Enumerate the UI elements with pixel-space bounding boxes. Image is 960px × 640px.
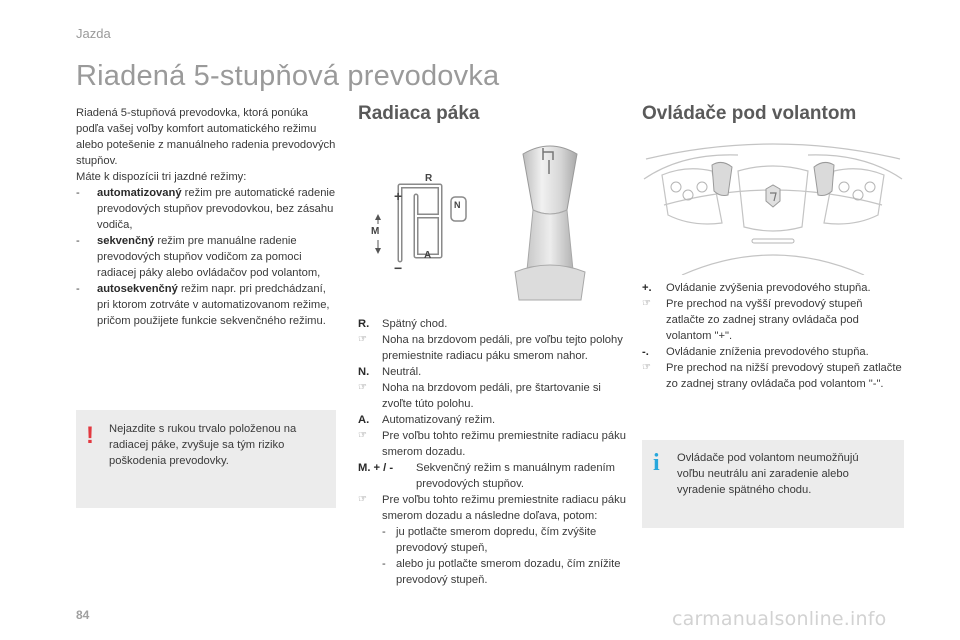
sub-item bbox=[358, 524, 630, 556]
definition-row bbox=[358, 428, 630, 460]
hand-pointer-icon: ☞ bbox=[358, 334, 367, 345]
info-text: Ovládače pod volantom neumožňujú voľbu neutrálu ani zaradenie alebo vyradenie spätného chodu. bbox=[677, 452, 859, 496]
arrow-down-icon bbox=[375, 248, 381, 254]
mode-item bbox=[76, 233, 338, 281]
warning-text: Nejazdite s rukou trvalo položenou na radiacej páke, zvyšuje sa tým riziko poškodenia prevodovky. bbox=[109, 423, 297, 467]
gate-label-a: A bbox=[424, 250, 432, 261]
gate-label-m: M bbox=[371, 226, 380, 237]
definition-row bbox=[642, 360, 904, 392]
definition-text: Automatizovaný režim. bbox=[382, 414, 496, 426]
mode-term: automatizovaný bbox=[97, 187, 182, 199]
left-column bbox=[76, 105, 338, 329]
definition-key: N. bbox=[358, 366, 370, 378]
definition-text: Sekvenčný režim s manuálnym radením prevodových stupňov. bbox=[416, 462, 615, 490]
definition-text: Ovládanie zvýšenia prevodového stupňa. bbox=[666, 282, 871, 294]
steering-controls-heading: Ovládače pod volantom bbox=[642, 103, 857, 124]
gear-gate-diagram bbox=[358, 168, 488, 278]
definition-text: Pre prechod na vyšší prevodový stupeň zatlačte zo zadnej strany ovládača pod volantom "+". bbox=[666, 298, 863, 342]
page-number: 84 bbox=[76, 608, 90, 622]
brand-logo-icon bbox=[766, 185, 780, 207]
definition-row bbox=[642, 296, 904, 344]
mode-item bbox=[76, 185, 338, 233]
sub-item bbox=[358, 556, 630, 588]
definition-key: R. bbox=[358, 318, 370, 330]
mode-term: autosekvenčný bbox=[97, 283, 178, 295]
bullet: - bbox=[76, 187, 80, 199]
mode-term: sekvenčný bbox=[97, 235, 155, 247]
gate-label-r: R bbox=[425, 173, 433, 184]
definition-row bbox=[358, 332, 630, 364]
definition-row bbox=[358, 364, 630, 380]
definition-row bbox=[358, 380, 630, 412]
paddle-definitions bbox=[642, 280, 904, 392]
definition-row bbox=[358, 460, 630, 492]
gate-label-plus: + bbox=[394, 188, 403, 204]
definition-row bbox=[358, 492, 630, 524]
hand-pointer-icon: ☞ bbox=[358, 494, 367, 505]
definition-text: Pre voľbu tohto režimu premiestnite radiacu páku smerom dozadu a následne doľava, potom: bbox=[382, 494, 626, 522]
lever-definitions bbox=[358, 316, 630, 588]
warning-box bbox=[76, 410, 336, 508]
bullet: - bbox=[76, 235, 80, 247]
hand-pointer-icon: ☞ bbox=[358, 382, 367, 393]
definition-text: Pre voľbu tohto režimu premiestnite radiacu páku smerom dozadu. bbox=[382, 430, 626, 458]
paddle-shift-right-icon bbox=[814, 162, 834, 195]
arrow-up-icon bbox=[375, 214, 381, 220]
section-header: Jazda bbox=[76, 26, 111, 41]
sub-item-text: alebo ju potlačte smerom dozadu, čím znížite prevodový stupeň. bbox=[396, 558, 621, 586]
definition-text: Pre prechod na nižší prevodový stupeň zatlačte zo zadnej strany ovládača pod volantom "-". bbox=[666, 362, 902, 390]
definition-text: Neutrál. bbox=[382, 366, 422, 378]
hand-pointer-icon: ☞ bbox=[642, 362, 651, 373]
hand-pointer-icon: ☞ bbox=[642, 298, 651, 309]
definition-row bbox=[358, 316, 630, 332]
definition-key: A. bbox=[358, 414, 370, 426]
sub-item-text: ju potlačte smerom dopredu, čím zvýšite prevodový stupeň, bbox=[396, 526, 597, 554]
bullet: - bbox=[76, 283, 80, 295]
definition-text: Spätný chod. bbox=[382, 318, 448, 330]
definition-row bbox=[358, 412, 630, 428]
mode-item bbox=[76, 281, 338, 329]
definition-key: +. bbox=[642, 282, 652, 294]
definition-text: Ovládanie zníženia prevodového stupňa. bbox=[666, 346, 869, 358]
watermark: carmanualsonline.info bbox=[672, 608, 887, 630]
page-title: Riadená 5-stupňová prevodovka bbox=[76, 60, 500, 92]
definition-row bbox=[642, 344, 904, 360]
gate-label-minus: − bbox=[394, 260, 403, 276]
gate-label-n: N bbox=[454, 200, 461, 210]
mode-text: režim pre automatické radenie prevodových stupňov prevodovkou, bez zásahu vodiča, bbox=[97, 187, 336, 231]
hand-pointer-icon: ☞ bbox=[358, 430, 367, 441]
gear-lever-image bbox=[505, 140, 595, 305]
bullet: - bbox=[382, 526, 386, 538]
info-box bbox=[642, 440, 904, 528]
mode-text: režim pre manuálne radenie prevodových stupňov vodičom za pomoci radiacej páky alebo ovládačov pod volantom, bbox=[97, 235, 321, 279]
bullet: - bbox=[382, 558, 386, 570]
steering-wheel-image bbox=[642, 135, 904, 275]
info-icon: i bbox=[653, 450, 660, 476]
modes-intro: Máte k dispozícii tri jazdné režimy: bbox=[76, 171, 247, 183]
definition-row bbox=[642, 280, 904, 296]
definition-text: Noha na brzdovom pedáli, pre voľbu tejto polohy premiestnite radiacu páku smerom nahor. bbox=[382, 334, 623, 362]
gear-lever-heading: Radiaca páka bbox=[358, 103, 480, 124]
paddle-shift-left-icon bbox=[712, 162, 732, 195]
definition-key: -. bbox=[642, 346, 649, 358]
intro-paragraph: Riadená 5-stupňová prevodovka, ktorá ponúka podľa vašej voľby komfort automatického režimu alebo potešenie z manuálneho radenia prevodových stupňov. bbox=[76, 107, 336, 167]
definition-key: M. + / - bbox=[358, 462, 394, 474]
mode-text: režim napr. pri predchádzaní, pri ktorom zotrváte v automatizovanom režime, pričom použijete funkcie sekvenčného režimu. bbox=[97, 283, 330, 327]
definition-text: Noha na brzdovom pedáli, pre štartovanie si zvoľte túto polohu. bbox=[382, 382, 601, 410]
warning-icon: ! bbox=[86, 422, 94, 449]
